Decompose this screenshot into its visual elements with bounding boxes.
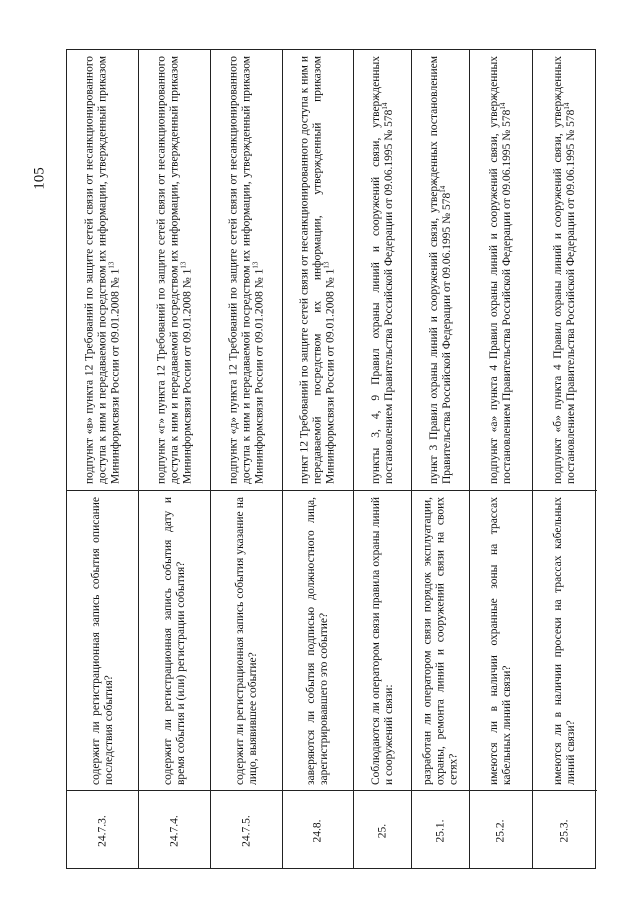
item-number: 25. [376,823,388,838]
table-row [283,50,354,868]
basis-cell [354,50,411,490]
basis-text: пункты 3, 4, 9 Правил охраны линий и сооружений связи, утвержденных постановлением Правительства Российской Федерации от 09.06.1995 № 578 [369,56,395,484]
number-cell [354,790,411,870]
item-number: 24.7.3. [96,814,108,847]
question-text: имеются ли в наличии охранные зоны на трассах кабельных линий связи? [488,496,513,785]
number-cell [67,790,138,870]
item-number: 24.7.4. [168,814,180,847]
footnote-marker: 13 [322,261,331,269]
footnote-marker: 13 [107,261,116,269]
question-cell [211,490,282,790]
basis-text: пункт 3 Правил охраны линий и сооружений связи, утвержденных постановлением Правительства Российской Федерации от 09.06.1995 № 578 [427,56,453,484]
basis-cell [211,50,282,490]
basis-cell [283,50,353,490]
checklist-table [66,49,596,869]
basis-text: подпункт «а» пункта 4 Правил охраны линий и сооружений связи, утвержденных постановлением Правительства Российской Федерации от 09.06.1995 № 578 [488,56,513,484]
table-row [67,50,139,868]
number-cell [139,790,210,870]
footnote-marker: 14 [499,102,508,110]
number-cell [283,790,353,870]
question-cell [139,490,210,790]
table-row [211,50,283,868]
item-number: 25.2. [494,819,507,842]
basis-text: подпункт «д» пункта 12 Требований по защите сетей связи от несанкционированного доступа к ним и передаваемой посредством их информации, утвержденный приказом Мининформсвязи России от 09.01.2008 № 1 [227,56,265,484]
basis-cell [470,50,532,490]
question-text: разработан ли оператором связи порядок эксплуатации, охраны, ремонта линий и сооружений связи на своих сетях? [421,496,459,785]
footnote-marker: 14 [563,102,572,110]
basis-cell [139,50,210,490]
question-text: Соблюдаются ли оператором связи правила охраны линий и сооружений связи: [369,496,395,785]
footnote-marker: 13 [179,261,188,269]
basis-text: подпункт «в» пункта 12 Требований по защите сетей связи от несанкционированного доступа к ним и передаваемой посредством их информации, утвержденный приказом Мининформсвязи России от 09.01.2008 № 1 [83,56,121,484]
footnote-marker: 14 [380,102,389,110]
basis-cell [533,50,597,490]
table-row [533,50,597,868]
footnote-marker: 14 [438,185,447,193]
table-row [354,50,412,868]
item-number: 24.8. [311,819,324,842]
page-number: 105 [31,167,48,190]
question-cell [67,490,138,790]
basis-text: пункт 12 Требований по защите сетей связи от несанкционированного доступа к ним и передаваемой посредством их информации, утвержденный приказом Мининформсвязи России от 09.01.2008 № 1 [298,56,337,484]
item-number: 24.7.5. [240,814,252,847]
question-cell [354,490,411,790]
footnote-marker: 13 [251,261,260,269]
question-cell [533,490,597,790]
number-cell [211,790,282,870]
basis-text: подпункт «г» пункта 12 Требований по защите сетей связи от несанкционированного доступа к ним и передаваемой посредством их информации, утвержденный приказом Мининформсвязи России от 09.01.2008 № 1 [155,56,193,484]
question-cell [412,490,469,790]
item-number: 25.3. [558,819,571,842]
basis-cell [412,50,469,490]
basis-text: подпункт «б» пункта 4 Правил охраны линий и сооружений связи, утвержденных постановлением Правительства Российской Федерации от 09.06.1995 № 578 [552,56,577,484]
number-cell [412,790,469,870]
question-text: содержит ли регистрационная запись события описание последствия события? [89,496,115,785]
number-cell [533,790,597,870]
item-number: 25.1. [434,819,446,842]
table-row [139,50,211,868]
question-cell [470,490,532,790]
basis-cell [67,50,138,490]
table-row [412,50,470,868]
question-cell [283,490,353,790]
question-text: содержит ли регистрационная запись события дату и время события и (или) регистрации события? [161,496,187,785]
question-text: содержит ли регистрационная запись события указание на лицо, выявившее событие? [233,496,259,785]
question-text: имеются ли в наличии просеки на трассах кабельных линий связи? [552,496,577,785]
number-cell [470,790,532,870]
table-row [470,50,533,868]
question-text: заверяются ли события подписью должностного лица, зарегистрировавшего это событие? [305,496,330,785]
